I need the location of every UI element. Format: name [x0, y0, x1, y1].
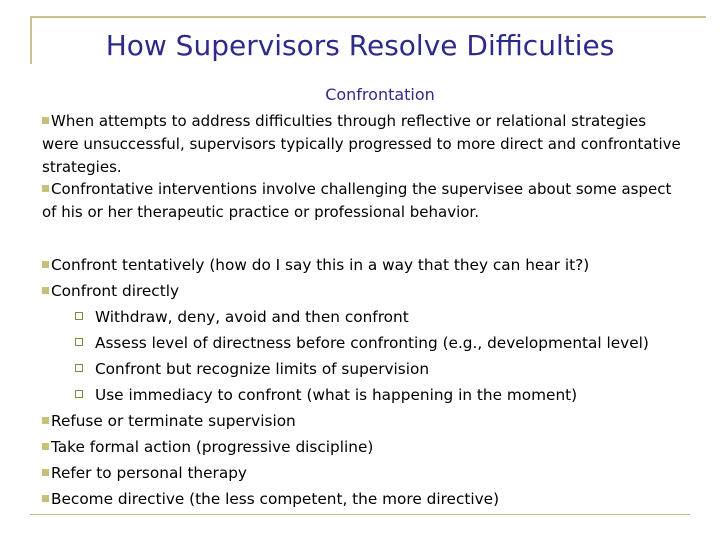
- strategy-list: [42, 252, 702, 512]
- slide-subtitle: Confrontation: [325, 85, 435, 104]
- paragraph-definition-text: Confrontative interventions involve challenging the supervisee about some aspect of his or her therapeutic practice or professional behavior.: [42, 180, 672, 221]
- square-bullet-icon: [42, 261, 49, 268]
- square-bullet-icon: [42, 417, 49, 424]
- slide-title: How Supervisors Resolve Difficulties: [105, 29, 615, 62]
- sub-list-item-text: Use immediacy to confront (what is happening in the moment): [95, 386, 578, 404]
- sub-list-item: [42, 356, 702, 382]
- square-bullet-icon: [42, 469, 49, 476]
- list-item: [42, 278, 702, 304]
- square-bullet-icon: [42, 495, 49, 502]
- square-bullet-icon: [42, 117, 49, 124]
- top-frame-line: [30, 16, 706, 18]
- square-bullet-icon: [42, 287, 49, 294]
- paragraph-intro-text: When attempts to address difficulties through reflective or relational strategies were unsuccessful, supervisors typically progressed to more direct and confrontative strategies.: [42, 112, 681, 176]
- paragraph-definition: [42, 178, 682, 224]
- list-item: [42, 434, 702, 460]
- list-item: [42, 252, 702, 278]
- list-item-text: Take formal action (progressive discipline): [51, 438, 374, 456]
- hollow-square-bullet-icon: [75, 390, 83, 398]
- sub-list-item-text: Withdraw, deny, avoid and then confront: [95, 308, 409, 326]
- list-item: [42, 486, 702, 512]
- hollow-square-bullet-icon: [75, 312, 83, 320]
- list-item-text: Confront directly: [51, 282, 180, 300]
- bottom-divider: [30, 514, 690, 515]
- paragraph-intro: [42, 110, 682, 179]
- list-item-text: Confront tentatively (how do I say this in a way that they can hear it?): [51, 256, 590, 274]
- square-bullet-icon: [42, 443, 49, 450]
- list-item: [42, 408, 702, 434]
- sub-list-item: [42, 382, 702, 408]
- sub-list-item-text: Assess level of directness before confronting (e.g., developmental level): [95, 334, 649, 352]
- list-item-text: Become directive (the less competent, the more directive): [51, 490, 500, 508]
- sub-list-item: [42, 330, 702, 356]
- square-bullet-icon: [42, 185, 49, 192]
- list-item: [42, 460, 702, 486]
- list-item-text: Refer to personal therapy: [51, 464, 247, 482]
- sub-list-item-text: Confront but recognize limits of supervision: [95, 360, 430, 378]
- hollow-square-bullet-icon: [75, 338, 83, 346]
- list-item-text: Refuse or terminate supervision: [51, 412, 296, 430]
- hollow-square-bullet-icon: [75, 364, 83, 372]
- sub-list-item: [42, 304, 702, 330]
